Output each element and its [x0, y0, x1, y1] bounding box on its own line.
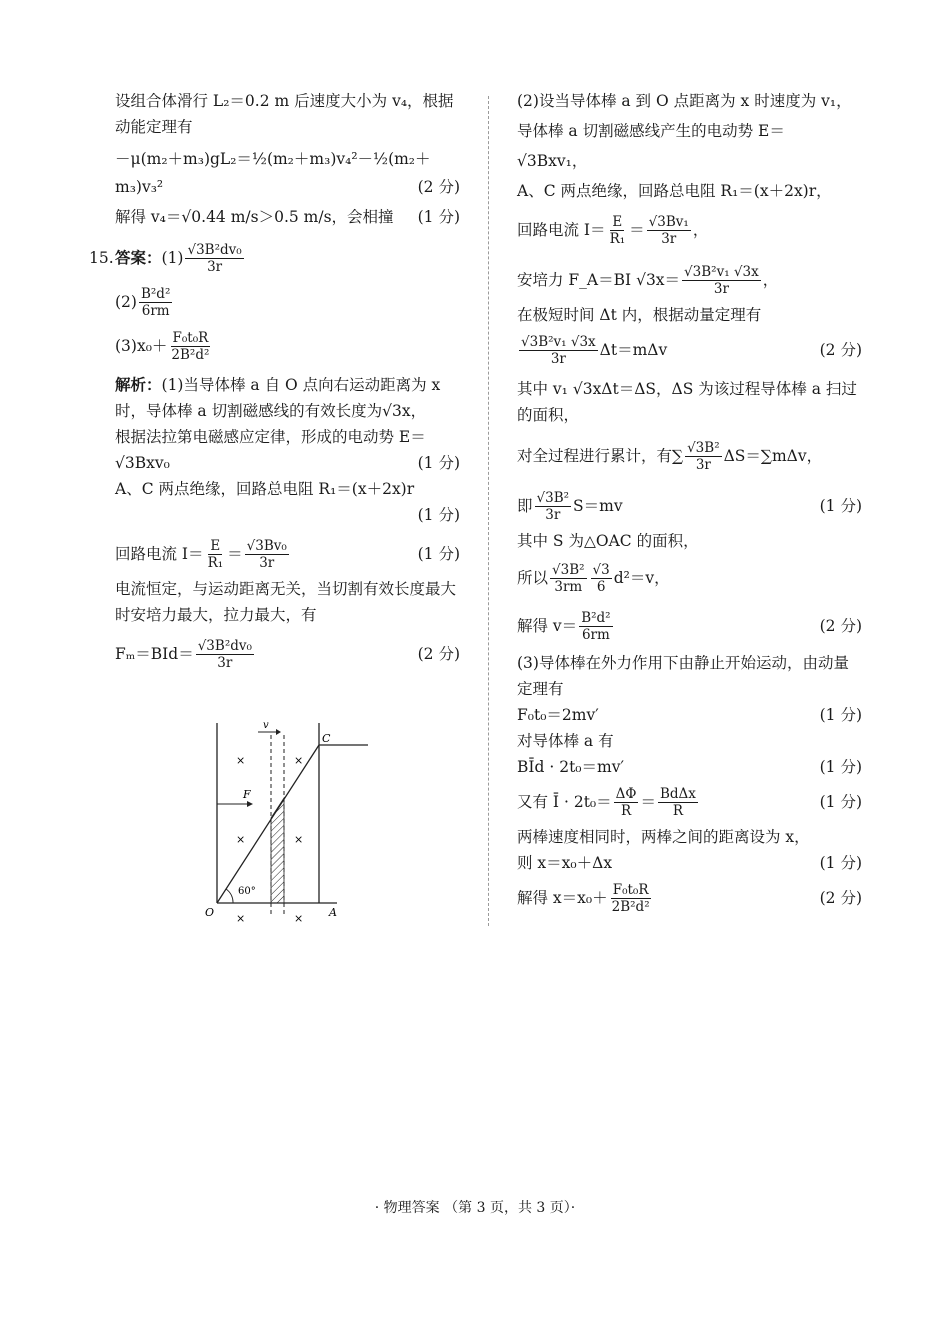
denominator: 3r — [661, 230, 677, 247]
equation-prefix: 对全过程进行累计，有∑ — [517, 447, 684, 465]
fraction — [245, 538, 289, 571]
text-line: 在极短时间 Δt 内，根据动量定理有 — [517, 306, 762, 324]
equation-line — [517, 604, 862, 648]
equation-text: BĪd · 2t₀＝mv′ — [517, 758, 624, 776]
numerator: √3B² — [687, 439, 720, 456]
text-line: 的面积， — [517, 406, 580, 424]
question-number: 15. — [89, 249, 114, 267]
denominator: 6rm — [581, 626, 610, 643]
text-line: 设组合体滑行 L₂＝0.2 m 后速度大小为 v₄，根据 — [115, 92, 454, 110]
denominator: R — [672, 802, 684, 819]
punctuation: ， — [692, 221, 709, 239]
denominator: R₁ — [609, 230, 626, 247]
force-arrowhead — [247, 801, 253, 807]
text-line: 对导体棒 a 有 — [517, 732, 614, 750]
label-O: O — [205, 906, 215, 919]
equation-text: √3Bxv₀ — [115, 454, 170, 472]
result-text: 解得 v₄＝√0.44 m/s＞0.5 m/s，会相撞 — [115, 208, 394, 226]
equation-prefix: Fₘ＝BId＝ — [115, 645, 194, 663]
equation-line — [115, 174, 460, 200]
equation-line — [517, 702, 862, 728]
swept-area-hatch — [271, 798, 284, 903]
label-angle: 60° — [238, 886, 256, 897]
equals-sign: ＝ — [640, 793, 656, 811]
answer-prefix: (2) — [115, 293, 137, 311]
label-F: F — [243, 788, 251, 801]
label-v: v — [263, 720, 269, 731]
numerator: √3B² — [536, 489, 570, 506]
fraction — [579, 610, 612, 643]
score-mark: (1 分) — [819, 706, 862, 724]
score-line — [115, 502, 460, 528]
numerator: F₀t₀R — [172, 329, 209, 346]
equation-prefix: 即 — [517, 497, 533, 515]
fraction — [139, 286, 172, 319]
score-mark: (1 分) — [417, 208, 460, 226]
equation-prefix: 解得 x＝x₀＋ — [517, 889, 608, 907]
text-line: (3)导体棒在外力作用下由静止开始运动，由动量 — [517, 654, 849, 672]
analysis-text: (1)当导体棒 a 自 O 点向右运动距离为 x — [161, 376, 441, 394]
equation-text: d²＝v， — [613, 569, 670, 587]
equals-sign: ＝ — [227, 545, 243, 563]
denominator: 3r — [259, 554, 275, 571]
text-line: 其中 S 为△OAC 的面积， — [517, 532, 699, 550]
denominator: 3r — [713, 280, 729, 297]
result-line — [115, 204, 460, 230]
fraction — [682, 264, 761, 297]
numerator: √3B²v₁ √3x — [521, 333, 596, 350]
equation-line — [517, 876, 862, 920]
numerator: F₀t₀R — [612, 881, 649, 898]
equation-prefix: 解得 v＝ — [517, 617, 578, 635]
equation-text: 则 x＝x₀＋Δx — [517, 854, 613, 872]
numerator: ΔΦ — [615, 785, 637, 802]
score-mark: (2 分) — [819, 889, 862, 907]
numerator: √3B²dv₀ — [197, 637, 252, 654]
column-divider — [488, 96, 489, 926]
right-column — [517, 88, 862, 920]
analysis-label: 解析： — [115, 375, 162, 394]
fraction — [608, 214, 628, 247]
answer-prefix: (3)x₀＋ — [115, 337, 168, 355]
question-15-answer-2 — [115, 280, 460, 324]
magnetic-field-cross: × — [236, 754, 246, 767]
fraction — [647, 214, 691, 247]
text-line: A、C 两点绝缘，回路总电阻 R₁＝(x＋2x)r — [115, 480, 415, 498]
fraction — [206, 538, 226, 571]
denominator: 3r — [695, 456, 711, 473]
score-mark: (2 分) — [417, 645, 460, 663]
equation-line — [517, 208, 862, 252]
equation-prefix: 所以 — [517, 569, 549, 587]
text-line: 时，导体棒 a 切割磁感线的有效长度为√3x， — [115, 402, 427, 420]
numerator: BdΔx — [659, 785, 696, 802]
numerator: √3B²dv₀ — [187, 241, 242, 258]
denominator: 6 — [596, 578, 606, 595]
fraction — [610, 882, 652, 915]
numerator: B²d² — [581, 609, 611, 626]
equals-sign: ＝ — [629, 221, 645, 239]
page-footer: · 物理答案 （第 3 页，共 3 页）· — [374, 1200, 576, 1216]
equation-text: S＝mv — [573, 497, 623, 515]
denominator: 2B²d² — [611, 898, 650, 915]
denominator: R — [620, 802, 632, 819]
numerator: √3B²v₁ √3x — [684, 263, 759, 280]
equation-prefix: 回路电流 I＝ — [517, 221, 606, 239]
text-line: √3Bxv₁， — [517, 152, 588, 170]
numerator: √3 — [592, 561, 610, 578]
equation-line: －μ(m₂＋m₃)gL₂＝½(m₂＋m₃)v₄²－½(m₂＋ — [115, 150, 431, 168]
equation-line — [115, 532, 460, 576]
denominator: 2B²d² — [171, 346, 210, 363]
text-line: A、C 两点绝缘，回路总电阻 R₁＝(x＋2x)r， — [517, 182, 832, 200]
punctuation: ， — [762, 271, 779, 289]
equation-text: m₃)v₃² — [115, 178, 164, 196]
equation-line — [115, 632, 460, 676]
velocity-arrowhead — [276, 729, 281, 735]
denominator: 3r — [207, 258, 223, 275]
equation-text: Δt＝mΔv — [599, 341, 668, 359]
denominator: 3rm — [554, 578, 583, 595]
magnetic-field-cross: × — [294, 754, 304, 767]
fraction — [658, 786, 698, 819]
equation-text: F₀t₀＝2mv′ — [517, 706, 599, 724]
question-15-answer-3 — [115, 324, 460, 368]
score-mark: (1 分) — [819, 793, 862, 811]
text-line: 导体棒 a 切割磁感线产生的电动势 E＝ — [517, 122, 785, 140]
equation-line — [517, 754, 862, 780]
magnetic-field-cross: × — [294, 912, 304, 925]
text-line: (2)设当导体棒 a 到 O 点距离为 x 时速度为 v₁， — [517, 92, 852, 110]
text-line: 其中 v₁ √3xΔt＝ΔS，ΔS 为该过程导体棒 a 扫过 — [517, 380, 857, 398]
label-C: C — [322, 732, 331, 745]
text-line: 根据法拉第电磁感应定律，形成的电动势 E＝ — [115, 428, 426, 446]
slant-rail-oc — [217, 745, 319, 903]
fraction — [169, 330, 211, 363]
denominator: 3r — [217, 654, 233, 671]
numerator: E — [210, 537, 221, 554]
numerator: B²d² — [140, 285, 171, 302]
equation-line — [517, 556, 862, 600]
text-line: 电流恒定，与运动距离无关，当切割有效长度最大 — [115, 580, 457, 598]
equation-line — [517, 434, 862, 478]
denominator: 6rm — [141, 302, 170, 319]
fraction — [614, 786, 639, 819]
score-mark: (1 分) — [417, 506, 460, 524]
numerator: √3Bv₁ — [648, 213, 689, 230]
text-line: 时安培力最大，拉力最大，有 — [115, 606, 317, 624]
fraction — [685, 440, 722, 473]
score-mark: (1 分) — [417, 545, 460, 563]
denominator: 3r — [545, 506, 561, 523]
denominator: 3r — [550, 350, 566, 367]
score-mark: (1 分) — [819, 758, 862, 776]
equation-line — [517, 328, 862, 372]
equation-line — [517, 258, 862, 302]
text-line: 定理有 — [517, 680, 564, 698]
fraction — [519, 334, 598, 367]
equation-prefix: 回路电流 I＝ — [115, 545, 204, 563]
fraction — [185, 242, 243, 275]
denominator: R₁ — [207, 554, 224, 571]
equation-text: ΔS＝∑mΔv， — [723, 447, 823, 465]
left-column — [89, 88, 460, 676]
equation-line — [517, 780, 862, 824]
numerator: √3Bv₀ — [246, 537, 287, 554]
magnetic-field-cross: × — [236, 833, 246, 846]
score-mark: (1 分) — [417, 454, 460, 472]
score-mark: (1 分) — [819, 854, 862, 872]
equation-prefix: 安培力 F_A＝BI √3x＝ — [517, 271, 681, 289]
question-15-answer-1 — [89, 236, 460, 280]
angle-arc — [226, 889, 233, 903]
score-mark: (2 分) — [819, 617, 862, 635]
equation-line — [517, 850, 862, 876]
numerator: √3B² — [552, 561, 585, 578]
magnetic-field-cross: × — [236, 912, 246, 925]
equation-line — [517, 484, 862, 528]
circuit-diagram — [203, 715, 373, 927]
answer-label: 答案： — [115, 248, 162, 267]
equation-prefix: 又有 Ī · 2t₀＝ — [517, 793, 612, 811]
answer-prefix: (1) — [161, 249, 184, 267]
fraction — [550, 562, 587, 595]
score-mark: (2 分) — [819, 341, 862, 359]
numerator: E — [612, 213, 623, 230]
fraction — [591, 562, 612, 595]
text-line: 两棒速度相同时，两棒之间的距离设为 x， — [517, 828, 810, 846]
analysis-line — [115, 372, 460, 398]
score-mark: (1 分) — [819, 497, 862, 515]
text-line: 动能定理有 — [115, 118, 193, 136]
equation-line — [115, 450, 460, 476]
fraction — [196, 638, 254, 671]
fraction — [535, 490, 572, 523]
magnetic-field-cross: × — [294, 833, 304, 846]
score-mark: (2 分) — [417, 178, 460, 196]
label-A: A — [329, 906, 337, 919]
